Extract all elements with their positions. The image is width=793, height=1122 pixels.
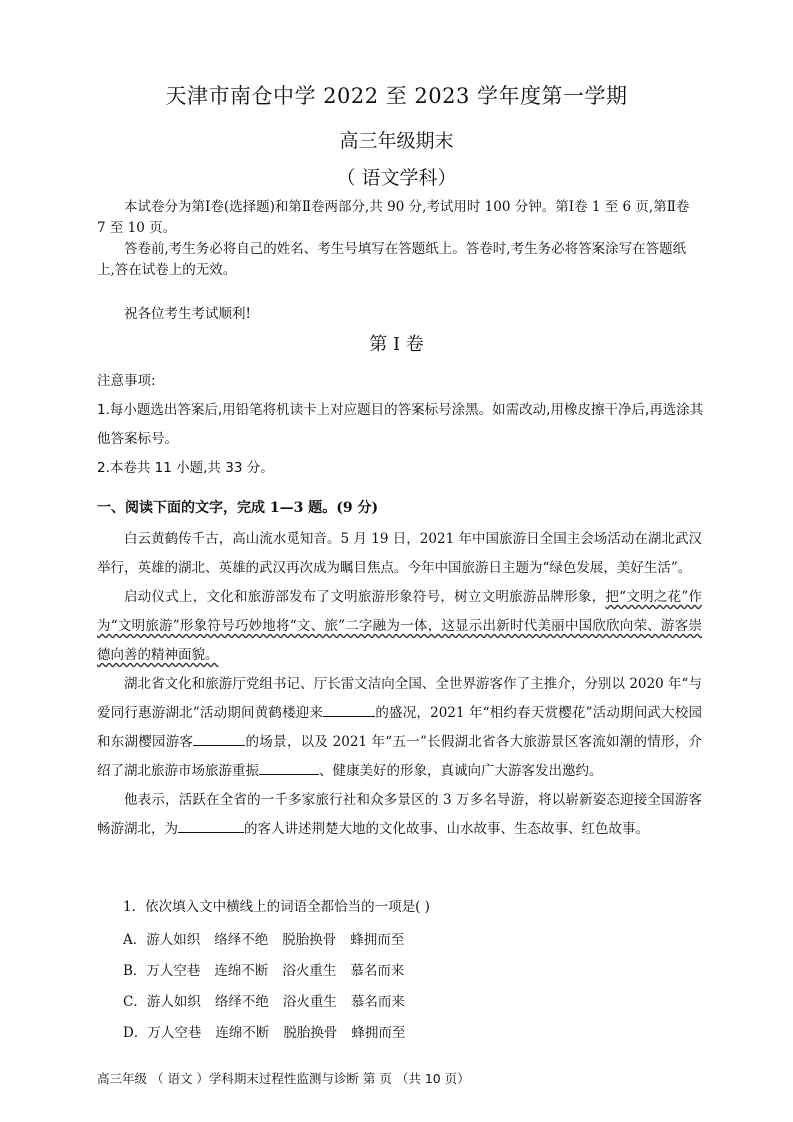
question-1-stem: 1．依次填入文中横线上的词语全都恰当的一项是( ) xyxy=(123,899,430,915)
option-word: 连绵不断 xyxy=(214,963,269,979)
option-word: 脱胎换骨 xyxy=(282,932,337,948)
paragraph-4-text-b: 的客人讲述荆楚大地的文化故事、山水故事、生态故事、红色故事。 xyxy=(244,821,649,837)
fill-blank-4 xyxy=(178,818,244,833)
option-word: 蜂拥而至 xyxy=(350,932,405,948)
option-word: 脱胎换骨 xyxy=(283,1025,338,1041)
section-heading: 一、阅读下面的文字，完成 1—3 题。(9 分) xyxy=(97,500,379,516)
paragraph-2-text: 启动仪式上，文化和旅游部发布了文明旅游形象符号，树立文明旅游品牌形象， xyxy=(124,589,606,605)
fill-blank-2 xyxy=(193,731,245,746)
option-word: 蜂拥而至 xyxy=(351,1025,406,1041)
option-word: 慕名而来 xyxy=(350,963,405,979)
passage-paragraph-4 xyxy=(97,786,702,844)
option-word: 游人如织 xyxy=(146,994,201,1010)
question-1-options xyxy=(123,925,419,1049)
option-word: 游人如织 xyxy=(146,932,201,948)
grade-title: 高三年级期末 xyxy=(339,130,454,152)
option-label: C． xyxy=(123,994,147,1010)
option-word: 万人空巷 xyxy=(146,963,201,979)
option-word: 慕名而来 xyxy=(350,994,405,1010)
notes-item-2: 2.本卷共 11 小题,共 33 分。 xyxy=(97,460,274,476)
paragraph-3-text-c: 的场景，以及 2021 年“五一”长假湖北省各大旅游景区客流如潮的情形，介绍了湖北旅游市场旅游重振 xyxy=(97,734,702,779)
option-word: 浴火重生 xyxy=(282,994,337,1010)
option-word: 络绎不绝 xyxy=(214,932,269,948)
notes-section xyxy=(97,367,707,483)
option-word: 连绵不断 xyxy=(215,1025,270,1041)
notes-item-1: 1.每小题选出答案后,用铅笔将机读卡上对应题目的答案标号涂黑。如需改动,用橡皮擦干净后,再选涂其他答案标号。 xyxy=(97,402,704,447)
passage-paragraph-2 xyxy=(97,583,702,670)
good-luck-text: 祝各位考生考试顺利! xyxy=(124,306,251,322)
paragraph-3-text-a: 湖北省文化和旅游厅党组书记、厅长雷文洁向全国、全世界游客作了主推介，分别以 2020 年“与爱同行惠游湖北”活动期间黄鹤楼迎来 xyxy=(97,676,702,721)
passage-paragraph-3 xyxy=(97,670,702,786)
fill-blank-3 xyxy=(259,760,319,775)
exam-instructions xyxy=(97,197,702,281)
paragraph-3-text-b: 的盛况，2021 年“相约春天赏樱花”活动期间武大校园和东湖樱园游客 xyxy=(97,705,703,750)
page-footer: 高三年级 （ 语文 ）学科期末过程性监测与诊断 第 页 （共 10 页） xyxy=(97,1071,470,1086)
wavy-underlined-sentence: 把“文明之花”作为“文明旅游”形象符号巧妙地将“文、旅”二字融为一体，这显示出新时代美丽中国欣欣向荣、游客崇德向善的精神面貌。 xyxy=(97,589,702,663)
paragraph-3-text-d: 、健康美好的形象，真诚向广大游客发出邀约。 xyxy=(319,763,603,779)
option-word: 浴火重生 xyxy=(282,963,337,979)
volume-title: 第 Ⅰ 卷 xyxy=(369,334,424,355)
option-d[interactable] xyxy=(123,1018,419,1049)
option-c[interactable] xyxy=(123,987,419,1018)
instructions-paragraph-2: 答卷前,考生务必将自己的姓名、考生号填写在答题纸上。答卷时,考生务必将答案涂写在答题纸上,答在试卷上的无效。 xyxy=(97,241,687,278)
option-label: B． xyxy=(123,963,147,979)
paragraph-4-text-a: 他表示，活跃在全省的一千多家旅行社和众多景区的 3 万多名导游，将以崭新姿态迎接全国游客畅游湖北，为 xyxy=(97,792,702,837)
fill-blank-1 xyxy=(323,702,375,717)
option-word: 万人空巷 xyxy=(147,1025,202,1041)
notes-heading: 注意事项: xyxy=(97,373,156,389)
passage-paragraph-1: 白云黄鹤传千古，高山流水觅知音。5 月 19 日，2021 年中国旅游日全国主会场活动在湖北武汉举行，英雄的湖北、英雄的武汉再次成为瞩目焦点。今年中国旅游日主题为“绿色发展，美好生活”。 xyxy=(97,531,702,576)
option-label: A． xyxy=(123,932,147,948)
subject-title: （ 语文学科） xyxy=(336,167,457,189)
option-a[interactable] xyxy=(123,925,419,956)
reading-passage xyxy=(97,525,702,844)
exam-title: 天津市南仓中学 2022 至 2023 学年度第一学期 xyxy=(165,84,628,108)
option-word: 络绎不绝 xyxy=(214,994,269,1010)
option-label: D． xyxy=(123,1025,148,1041)
instructions-paragraph-1: 本试卷分为第Ⅰ卷(选择题)和第Ⅱ卷两部分,共 90 分,考试用时 100 分钟。第Ⅰ卷 1 至 6 页,第Ⅱ卷 7 至 10 页。 xyxy=(97,199,690,236)
option-b[interactable] xyxy=(123,956,419,987)
